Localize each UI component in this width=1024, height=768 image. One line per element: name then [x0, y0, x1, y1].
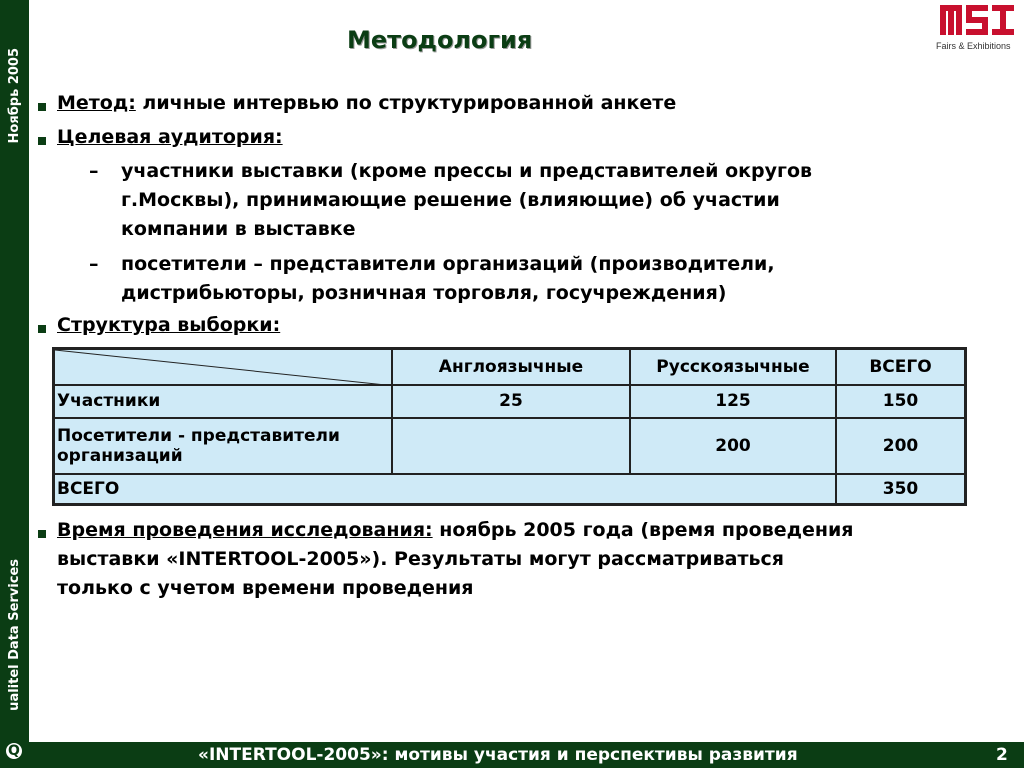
header-total: ВСЕГО [836, 349, 966, 385]
audience-item-2-line-2: дистрибьюторы, розничная торговля, госучреждения) [121, 282, 727, 304]
cell-russian: 200 [630, 418, 836, 474]
time-line-2: выставки «INTERTOOL-2005»). Результаты могут рассматриваться [57, 548, 784, 570]
cell-total: 150 [836, 385, 966, 418]
sample-label: Структура выборки: [57, 314, 281, 336]
sidebar [0, 0, 29, 742]
time-line-3: только с учетом времени проведения [57, 577, 474, 599]
cell-english: 25 [392, 385, 630, 418]
table-row [54, 385, 966, 418]
footer [0, 742, 1024, 768]
audience-item-1-line-3: компании в выставке [121, 218, 356, 240]
dash-marker: – [89, 160, 99, 182]
method-label: Метод: [57, 92, 136, 114]
qualitel-logo-icon: Q [4, 741, 24, 761]
cell-russian: 125 [630, 385, 836, 418]
row-label [54, 418, 393, 474]
row-label-line-1: Посетители - представители [57, 425, 340, 446]
method-text: личные интервью по структурированной анкете [135, 92, 677, 114]
cell-total: 200 [836, 418, 966, 474]
sample-structure-table [52, 347, 967, 506]
sidebar-company-label: ualitel Data Services [6, 558, 22, 711]
audience-label: Целевая аудитория: [57, 126, 283, 148]
time-line-1 [57, 519, 853, 541]
diagonal-divider [55, 350, 395, 386]
footer-title: «INTERTOOL-2005»: мотивы участия и перспективы развития [198, 745, 798, 765]
sidebar-date [2, 26, 26, 166]
audience-item-2-line-1: посетители – представители организаций (производители, [121, 253, 775, 275]
row-label-line-2: организаций [57, 445, 183, 466]
header-english: Англоязычные [392, 349, 630, 385]
table-total-row [54, 474, 966, 505]
bullet-icon [38, 325, 46, 333]
time-text-1: ноябрь 2005 года (время проведения [432, 519, 854, 541]
dash-marker: – [89, 253, 99, 275]
row-label: Участники [54, 385, 393, 418]
bullet-icon [38, 530, 46, 538]
header-russian: Русскоязычные [630, 349, 836, 385]
logo-caption: Fairs & Exhibitions [936, 41, 1011, 51]
table-row [54, 418, 966, 474]
cell-total: 350 [836, 474, 966, 505]
method-line [57, 92, 676, 114]
page-number: 2 [996, 745, 1008, 765]
msi-logo-icon [936, 0, 1024, 40]
cell-english [392, 418, 630, 474]
audience-item-1-line-2: г.Москвы), принимающие решение (влияющие) об участии [121, 189, 780, 211]
page-title: Методология [347, 26, 533, 54]
table-corner-cell [54, 349, 393, 385]
bullet-icon [38, 103, 46, 111]
sidebar-company [2, 532, 26, 737]
company-logo [936, 0, 1024, 58]
sidebar-date-label: Ноябрь 2005 [6, 48, 22, 144]
audience-item-1-line-1: участники выставки (кроме прессы и представителей округов [121, 160, 813, 182]
bullet-icon [38, 137, 46, 145]
row-label: ВСЕГО [54, 474, 837, 505]
table-header-row [54, 349, 966, 385]
time-label: Время проведения исследования: [57, 519, 433, 541]
